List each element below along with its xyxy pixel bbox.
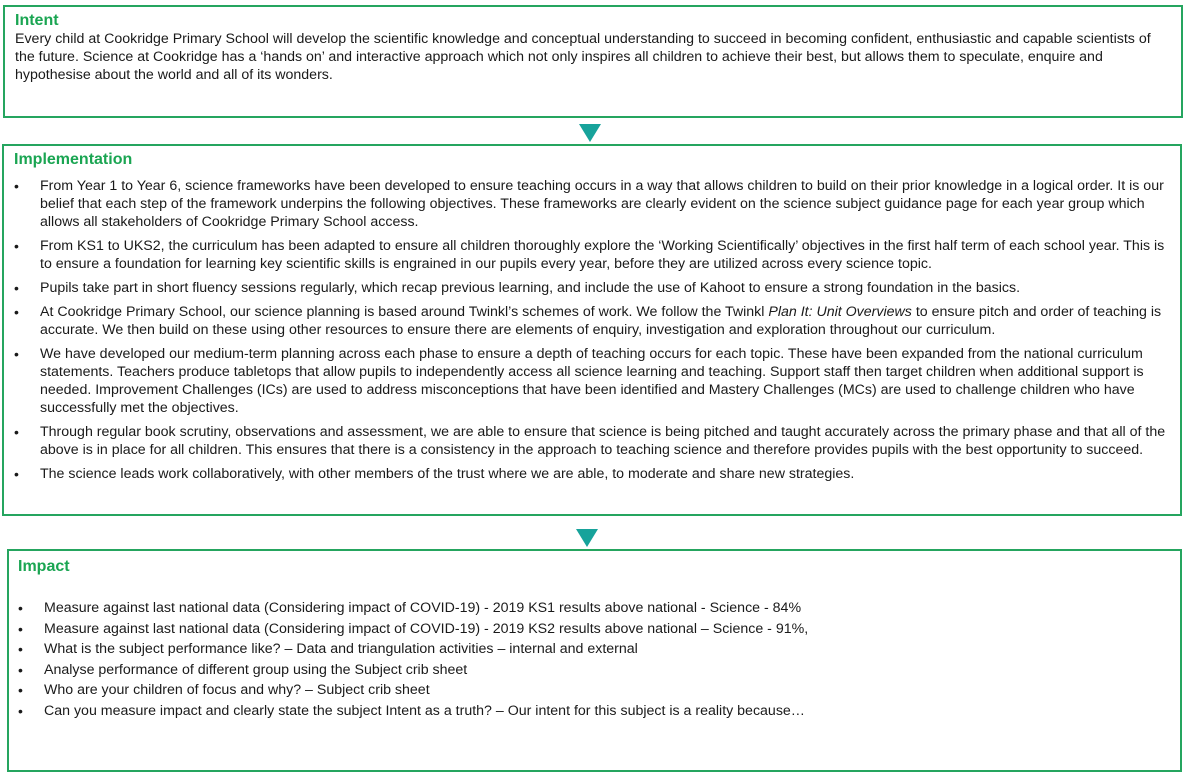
implementation-item: • We have developed our medium-term planning across each phase to ensure a depth of teaching occurs for each topic. These have been expanded from the national curriculum statements. Teachers produce tabletops that allow pupils to independently access all science learning and teaching. Support staff then target children when additional support is needed. Improvement Challenges (ICs) are used to address misconceptions that have been identified and Mastery Challenges (MCs) are used to challenge children who have successfully met the objectives.	[14, 345, 1170, 417]
impact-item: • Measure against last national data (Considering impact of COVID-19) - 2019 KS1 results above national - Science - 84%	[18, 598, 1171, 619]
impact-title: Impact	[18, 558, 70, 575]
arrow-down-icon	[579, 124, 601, 142]
impact-item: • Measure against last national data (Considering impact of COVID-19) - 2019 KS2 results above national – Science - 91%,	[18, 619, 1171, 640]
arrow-down-icon	[576, 529, 598, 547]
implementation-item: • From KS1 to UKS2, the curriculum has been adapted to ensure all children thoroughly explore the ‘Working Scientifically’ objectives in the first half term of each school year. This is to ensure a foundation for learning key scientific skills is engrained in our pupils every year, before they are utilized across every science topic.	[14, 237, 1170, 273]
impact-box	[7, 549, 1182, 772]
implementation-title: Implementation	[14, 151, 133, 168]
impact-item: • Analyse performance of different group using the Subject crib sheet	[18, 660, 1171, 681]
impact-list	[18, 598, 1171, 721]
implementation-list	[14, 177, 1170, 483]
item-text-after: to ensure pitch and order of teaching is accurate. We then build on these using other resources to ensure there are elements of enquiry, investigation and exploration throughout our curriculum.	[40, 304, 1162, 338]
implementation-item: • Through regular book scrutiny, observations and assessment, we are able to ensure that science is being pitched and taught accurately across the primary phase and that all of the above is in place for all children. This ensures that there is a consistency in the approach to teaching science and therefore provides pupils with the best opportunity to succeed.	[14, 423, 1170, 459]
item-text-italic: Plan It: Unit Overviews	[768, 304, 912, 320]
impact-item: • Who are your children of focus and why? – Subject crib sheet	[18, 680, 1171, 701]
implementation-item: • The science leads work collaboratively, with other members of the trust where we are able, to moderate and share new strategies.	[14, 465, 1170, 483]
impact-item: • What is the subject performance like? – Data and triangulation activities – internal and external	[18, 639, 1171, 660]
impact-item: • Can you measure impact and clearly state the subject Intent as a truth? – Our intent for this subject is a reality because…	[18, 701, 1171, 722]
item-text-before: At Cookridge Primary School, our science planning is based around Twinkl’s schemes of work. We follow the Twinkl	[40, 304, 769, 320]
intent-box	[3, 5, 1183, 118]
intent-text: Every child at Cookridge Primary School will develop the scientific knowledge and conceptual understanding to succeed in becoming confident, enthusiastic and capable scientists of the future. Science at Cookridge has a ‘hands on’ and interactive approach which not only inspires all children to achieve their best, but allows them to speculate, enquire and hypothesise about the world and all of its wonders.	[15, 31, 1151, 83]
implementation-box	[2, 144, 1182, 516]
implementation-item: • Pupils take part in short fluency sessions regularly, which recap previous learning, and include the use of Kahoot to ensure a strong foundation in the basics.	[14, 279, 1170, 297]
intent-title: Intent	[15, 12, 59, 29]
implementation-item: • From Year 1 to Year 6, science frameworks have been developed to ensure teaching occurs in a way that allows children to build on their prior knowledge in a logical order. It is our belief that each step of the framework underpins the following objectives. These frameworks are clearly evident on the science subject guidance page for each year group which allows all stakeholders of Cookridge Primary School access.	[14, 177, 1170, 231]
implementation-item	[14, 303, 1170, 339]
